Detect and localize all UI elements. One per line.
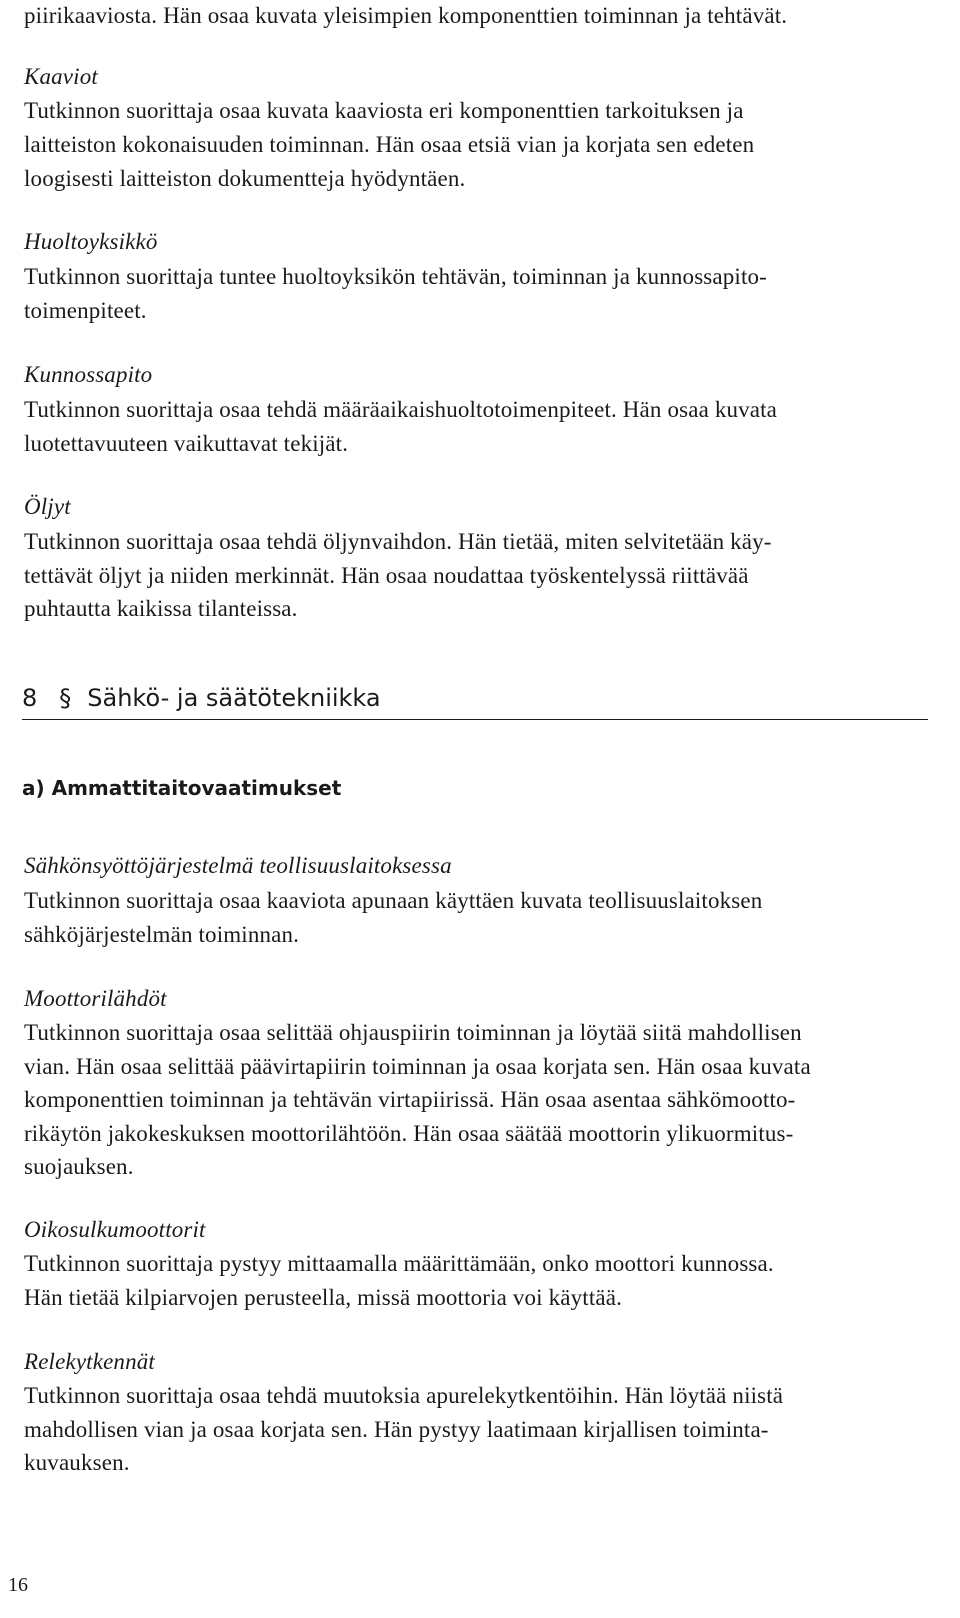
heading-oikosulkumoottorit: Oikosulkumoottorit xyxy=(24,1217,206,1242)
paragraph-line: loogisesti laitteiston dokumentteja hyödyntäen. xyxy=(24,166,466,191)
paragraph-line: Hän tietää kilpiarvojen perusteella, missä moottoria voi käyttää. xyxy=(24,1285,622,1310)
heading-sahkonsyottojarjestelma: Sähkönsyöttöjärjestelmä teollisuuslaitoksessa xyxy=(24,853,452,878)
section-title: Sähkö- ja säätötekniikka xyxy=(87,684,381,712)
paragraph-line: mahdollisen vian ja osaa korjata sen. Hän pystyy laatimaan kirjallisen toiminta- xyxy=(24,1417,769,1442)
paragraph-line: laitteiston kokonaisuuden toiminnan. Hän osaa etsiä vian ja korjata sen edeten xyxy=(24,132,755,157)
paragraph-line: rikäytön jakokeskuksen moottorilähtöön. Hän osaa säätää moottorin ylikuormitus- xyxy=(24,1121,794,1146)
paragraph-line: luotettavuuteen vaikuttavat tekijät. xyxy=(24,431,349,456)
heading-kunnossapito: Kunnossapito xyxy=(24,362,153,387)
paragraph-line: toimenpiteet. xyxy=(24,298,147,323)
paragraph-line: tettävät öljyt ja niiden merkinnät. Hän osaa noudattaa työskentelyssä riittävää xyxy=(24,563,749,588)
section-divider xyxy=(22,719,928,720)
section-symbol: § xyxy=(59,684,72,712)
intro-paragraph: piirikaaviosta. Hän osaa kuvata yleisimpien komponenttien toiminnan ja tehtävät. xyxy=(24,3,788,28)
paragraph-line: vian. Hän osaa selittää päävirtapiirin toiminnan ja osaa korjata sen. Hän osaa kuvata xyxy=(24,1054,811,1079)
paragraph-line: kuvauksen. xyxy=(24,1450,130,1475)
paragraph-line: komponenttien toiminnan ja tehtävän virtapiirissä. Hän osaa asentaa sähkömootto- xyxy=(24,1087,796,1112)
heading-moottorilahdot: Moottorilähdöt xyxy=(24,986,167,1011)
paragraph-line: Tutkinnon suorittaja pystyy mittaamalla määrittämään, onko moottori kunnossa. xyxy=(24,1251,774,1276)
paragraph-line: Tutkinnon suorittaja osaa kaaviota apunaan käyttäen kuvata teollisuuslaitoksen xyxy=(24,888,763,913)
heading-oljyt: Öljyt xyxy=(24,494,71,519)
paragraph-line: Tutkinnon suorittaja osaa tehdä määräaikaishuoltotoimenpiteet. Hän osaa kuvata xyxy=(24,397,778,422)
page-number: 16 xyxy=(8,1574,28,1596)
paragraph-line: sähköjärjestelmän toiminnan. xyxy=(24,922,300,947)
subsection-heading: a) Ammattitaitovaatimukset xyxy=(22,776,342,800)
section-heading xyxy=(22,682,381,714)
paragraph-line: Tutkinnon suorittaja osaa selittää ohjauspiirin toiminnan ja löytää siitä mahdollisen xyxy=(24,1020,802,1045)
paragraph-line: Tutkinnon suorittaja tuntee huoltoyksikön tehtävän, toiminnan ja kunnossapito- xyxy=(24,264,767,289)
paragraph-line: Tutkinnon suorittaja osaa tehdä öljynvaihdon. Hän tietää, miten selvitetään käy- xyxy=(24,529,772,554)
paragraph-line: Tutkinnon suorittaja osaa kuvata kaaviosta eri komponenttien tarkoituksen ja xyxy=(24,98,744,123)
heading-kaaviot: Kaaviot xyxy=(24,64,98,89)
paragraph-line: puhtautta kaikissa tilanteissa. xyxy=(24,596,298,621)
section-number: 8 xyxy=(22,684,38,712)
paragraph-line: suojauksen. xyxy=(24,1154,134,1179)
heading-relekytkennat: Relekytkennät xyxy=(24,1349,155,1374)
paragraph-line: Tutkinnon suorittaja osaa tehdä muutoksia apurelekytkentöihin. Hän löytää niistä xyxy=(24,1383,784,1408)
heading-huoltoyksikko: Huoltoyksikkö xyxy=(24,229,158,254)
